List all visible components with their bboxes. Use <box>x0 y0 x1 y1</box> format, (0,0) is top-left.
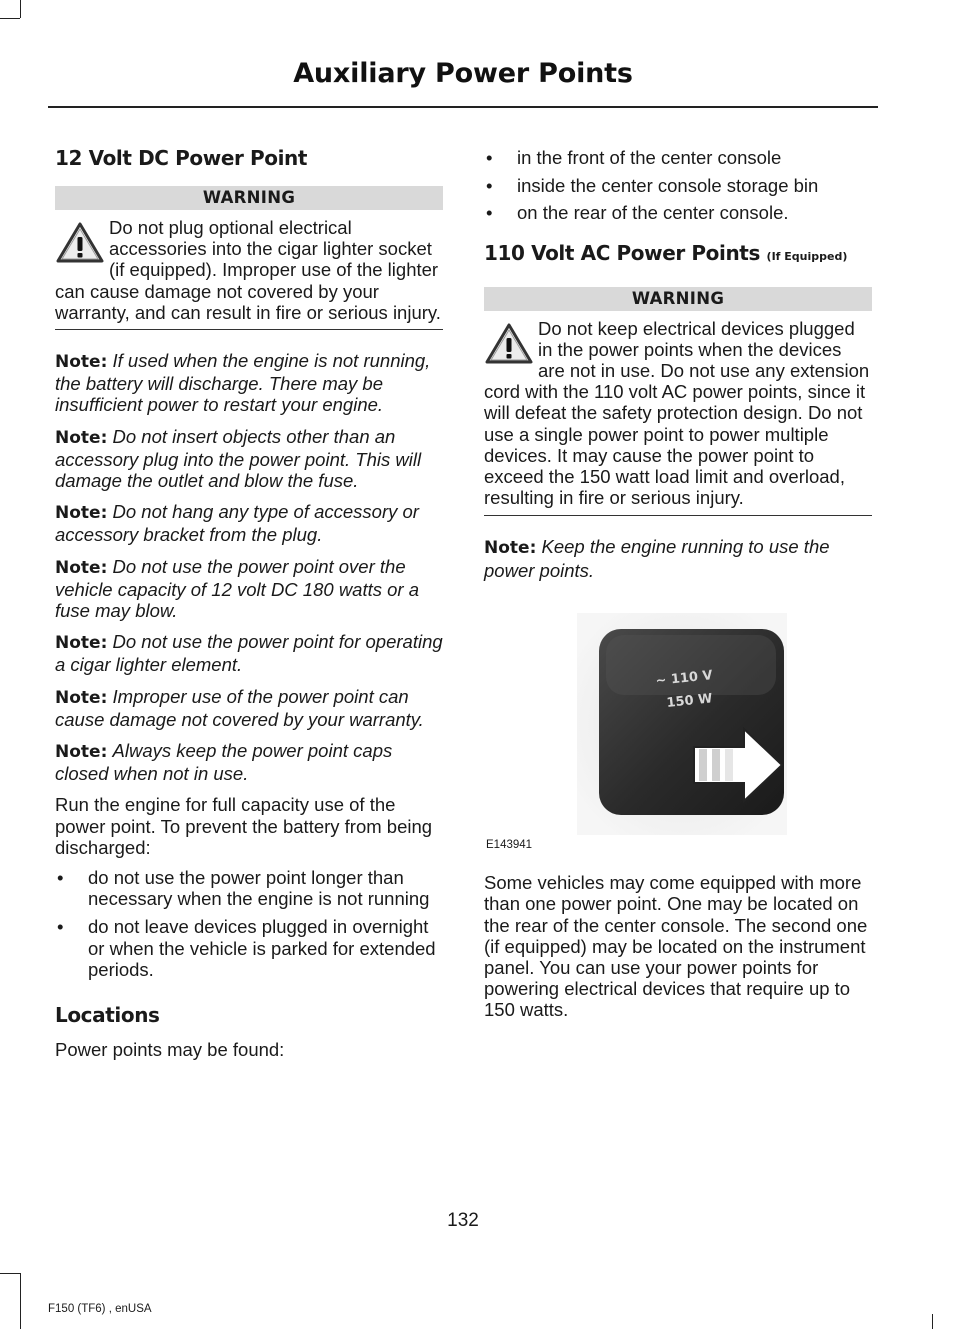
note-text: Do not use the power point for operating a cigar lighter element. <box>55 631 443 676</box>
note-text: Keep the engine running to use the power points. <box>484 536 830 581</box>
note-label: Note: <box>55 352 108 373</box>
note-label: Note: <box>55 633 108 654</box>
note <box>55 740 443 784</box>
note-text: Always keep the power point caps closed when not in use. <box>55 740 393 785</box>
note-text: Do not insert objects other than an accessory plug into the power point. This will damage the outlet and blow the fuse. <box>55 425 422 492</box>
locations-list <box>484 144 872 227</box>
list-item <box>484 172 872 200</box>
section-heading-12v: 12 Volt DC Power Point <box>55 146 308 170</box>
notes-list <box>55 350 443 784</box>
locations-text: Power points may be found: <box>55 1039 285 1061</box>
list-item-text: in the front of the center console <box>517 147 782 168</box>
warning-box <box>55 217 443 323</box>
warning-box <box>484 318 872 509</box>
crop-mark <box>932 1314 933 1329</box>
heading-text: 110 Volt AC Power Points <box>484 240 760 265</box>
note-label: Note: <box>55 503 108 524</box>
list-item <box>55 916 443 980</box>
run-paragraph: Run the engine for full capacity use of the power point. To prevent the battery from being discharged: <box>55 794 433 858</box>
voltage-label: ~ 110 V <box>654 667 714 689</box>
note-label: Note: <box>55 557 108 578</box>
power-point-photo <box>484 607 872 856</box>
list-item-text: on the rear of the center console. <box>517 202 789 223</box>
heading-suffix: (If Equipped) <box>766 249 848 263</box>
note-label: Note: <box>55 742 108 763</box>
note-label: Note: <box>55 427 108 448</box>
warning-triangle-icon <box>55 221 105 265</box>
bullet-glyph: • <box>57 916 64 938</box>
list-item <box>55 867 443 909</box>
list-item <box>484 199 872 227</box>
bullet-list <box>55 867 443 980</box>
power-point-image <box>484 607 872 839</box>
warning-text: Do not plug optional electrical accessories into the cigar lighter socket (if equipped). Improper use of the lighter can cause damage not covered by your warranty, and can result in fire or serious injury. <box>55 217 441 323</box>
page-title: Auxiliary Power Points <box>293 58 633 89</box>
crop-mark <box>20 1273 21 1329</box>
list-item-text: inside the center console storage bin <box>517 174 819 196</box>
note <box>484 536 872 580</box>
right-column <box>484 144 872 1021</box>
locations-heading: Locations <box>55 1003 160 1028</box>
note-text: Improper use of the power point can cause damage not covered by your warranty. <box>55 685 424 730</box>
note-text: If used when the engine is not running, the battery will discharge. There may be insufficient power to restart your engine. <box>55 350 431 416</box>
warning-text: Do not keep electrical devices plugged in the power points when the devices are not in use. Do not use any extension cord with the 110 volt AC power points, since it will defeat the safety protection design. Do not use a single power point to power multiple devices. It may cause the power point to exceed the 150 watt load limit and overload, resulting in fire or serious injury. <box>484 317 870 509</box>
list-item-text: do not use the power point longer than necessary when the engine is not running <box>88 867 430 910</box>
body-paragraph: Some vehicles may come equipped with more than one power point. One may be located on the rear of the center console. The second one (if equipped) may be located on the instrument panel. You can use your power points for powering electrical devices that require up to 150 watts. <box>484 872 868 1021</box>
list-item-text: do not leave devices plugged in overnight or when the vehicle is parked for extended periods. <box>88 916 436 980</box>
note-label: Note: <box>484 538 537 559</box>
wattage-label: 150 W <box>665 690 714 711</box>
bullet-glyph: • <box>486 202 493 223</box>
bullet-glyph: • <box>486 174 493 196</box>
crop-mark <box>20 0 21 18</box>
list-item <box>484 144 872 172</box>
footer-text: F150 (TF6) , enUSA <box>48 1303 152 1315</box>
crop-mark <box>0 18 20 19</box>
note <box>55 686 443 730</box>
crop-mark <box>0 1273 20 1274</box>
bullet-glyph: • <box>486 147 493 168</box>
warning-bar: WARNING <box>484 287 872 311</box>
section-heading-110v <box>484 239 872 271</box>
bullet-glyph: • <box>57 867 64 889</box>
note <box>55 426 443 492</box>
note-label: Note: <box>55 687 108 708</box>
warning-triangle-icon <box>484 322 534 366</box>
note-text: Do not use the power point over the vehicle capacity of 12 volt DC 180 watts or a fuse may blow. <box>55 555 420 622</box>
note <box>55 556 443 622</box>
image-code: E143941 <box>486 838 533 851</box>
note <box>55 350 443 416</box>
title-rule <box>48 106 878 108</box>
left-column <box>55 144 443 1060</box>
note-text: Do not hang any type of accessory or accessory bracket from the plug. <box>55 501 419 546</box>
warning-bar: WARNING <box>55 186 443 210</box>
note <box>55 631 443 675</box>
note <box>55 501 443 545</box>
page-number: 132 <box>447 1210 479 1231</box>
